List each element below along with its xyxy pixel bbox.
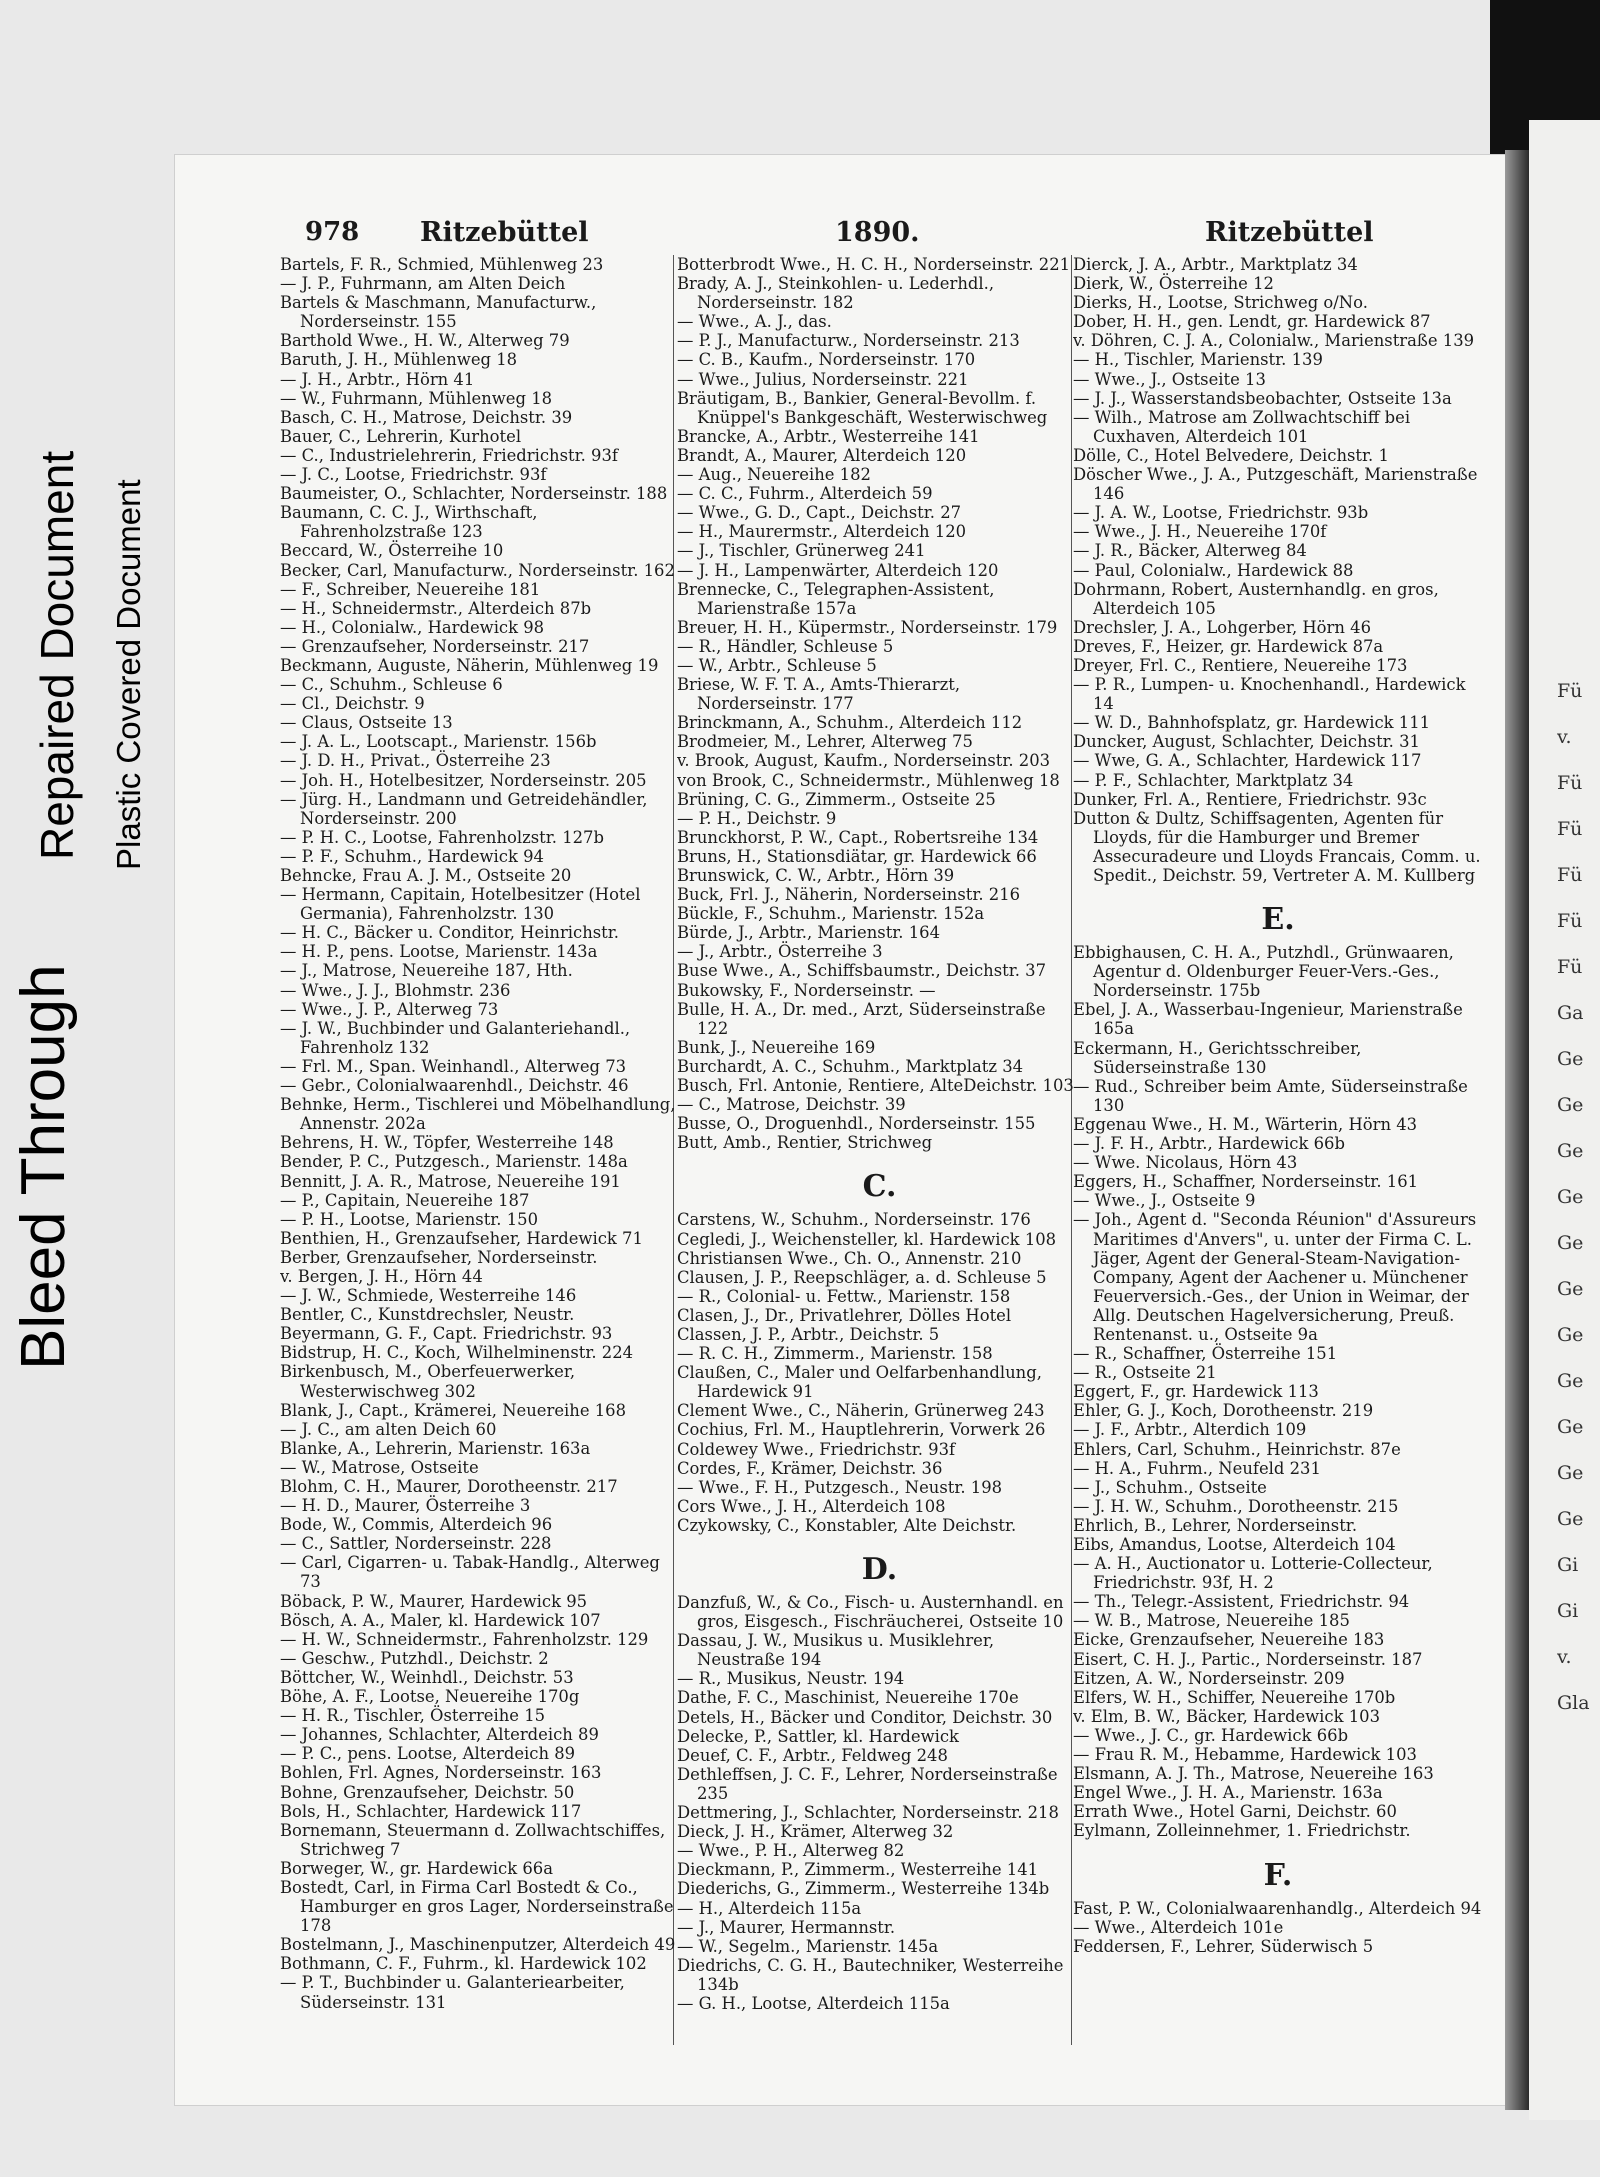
directory-entry: — Wwe., J., Ostseite 13 <box>1073 369 1266 389</box>
directory-entry: Eitzen, A. W., Norderseinstr. 209 <box>1073 1668 1345 1688</box>
directory-entry: Bukowsky, F., Norderseinstr. — <box>677 980 936 1000</box>
directory-entry: — W. B., Matrose, Neuereihe 185 <box>1073 1611 1350 1631</box>
running-title-right: Ritzebüttel <box>1205 217 1374 248</box>
directory-entry: Barthold Wwe., H. W., Alterweg 79 <box>280 331 570 351</box>
scanned-page <box>175 155 1505 2105</box>
directory-entry: Classen, J. P., Arbtr., Deichstr. 5 <box>677 1324 940 1344</box>
directory-entry: Dierk, W., Österreihe 12 <box>1073 274 1274 294</box>
facing-page-text: Gla <box>1557 1692 1590 1714</box>
label-bleed-through: Bleed Through <box>9 964 78 1370</box>
directory-entry: — Wwe., G. D., Capt., Deichstr. 27 <box>677 503 962 523</box>
directory-entry: Eicke, Grenzaufseher, Neuereihe 183 <box>1073 1630 1385 1650</box>
directory-entry: — Grenzaufseher, Norderseinstr. 217 <box>280 636 590 656</box>
directory-entry: — P. F., Schlachter, Marktplatz 34 <box>1073 770 1354 790</box>
directory-entry: Botterbrodt Wwe., H. C. H., Norderseinstr. 221 <box>677 255 1071 274</box>
directory-entry: Böhe, A. F., Lootse, Neuereihe 170g <box>280 1687 580 1707</box>
directory-entry: — J. R., Bäcker, Alterweg 84 <box>1073 541 1307 561</box>
directory-entry: — Joh. H., Hotelbesitzer, Norderseinstr. 205 <box>280 770 647 790</box>
directory-entry: — J. F., Arbtr., Alterdich 109 <box>1073 1420 1307 1440</box>
directory-entry: Bostedt, Carl, in Firma Carl Bostedt & Co., Hamburger en gros Lager, Norderseinstraße 178 <box>280 1877 674 1936</box>
directory-entry: — C., Industrielehrerin, Friedrichstr. 93f <box>280 445 618 465</box>
directory-entry: — F., Schreiber, Neuereihe 181 <box>280 579 541 599</box>
directory-entry: Dathe, F. C., Maschinist, Neuereihe 170e <box>677 1688 1019 1708</box>
directory-entry: Dierks, H., Lootse, Strichweg o/No. <box>1073 293 1368 313</box>
directory-column-3 <box>1073 255 1483 2095</box>
directory-entry: Eggers, H., Schaffner, Norderseinstr. 161 <box>1073 1172 1419 1192</box>
directory-entry: Bornemann, Steuermann d. Zollwachtschiffes, Strichweg 7 <box>280 1820 666 1859</box>
facing-page-text: Fü <box>1557 910 1583 932</box>
directory-entry: Busse, O., Droguenhdl., Norderseinstr. 155 <box>677 1114 1036 1134</box>
directory-entry: — H., Colonialw., Hardewick 98 <box>280 617 545 637</box>
directory-entry: — Geschw., Putzhdl., Deichstr. 2 <box>280 1648 549 1668</box>
directory-entry: Claußen, C., Maler und Oelfarbenhandlung, Hardewick 91 <box>677 1363 1042 1402</box>
directory-entry: — Wwe., Julius, Norderseinstr. 221 <box>677 369 969 389</box>
directory-entry: — Wwe. Nicolaus, Hörn 43 <box>1073 1153 1298 1173</box>
directory-entry: Behnke, Herm., Tischlerei und Möbelhandlung, Annenstr. 202a <box>280 1095 676 1134</box>
directory-entry: — W., Matrose, Ostseite <box>280 1457 479 1477</box>
facing-page-text: Ge <box>1557 1416 1584 1438</box>
directory-entry: — Wwe., J., Ostseite 9 <box>1073 1191 1256 1211</box>
directory-entry: Bohne, Grenzaufseher, Deichstr. 50 <box>280 1782 575 1802</box>
directory-entry: Berber, Grenzaufseher, Norderseinstr. <box>280 1247 598 1267</box>
directory-entry: Dutton & Dultz, Schiffsagenten, Agenten für Lloyds, für die Hamburger und Bremer Assecuradeure und Lloyds Francais, Comm. u. Spedit., Deichstr. 59, Vertreter A. M. Kullberg <box>1073 808 1481 885</box>
directory-entry: — Wwe, G. A., Schlachter, Hardewick 117 <box>1073 751 1422 771</box>
directory-entry: — C., Sattler, Norderseinstr. 228 <box>280 1534 552 1554</box>
directory-entry: — J. H., Arbtr., Hörn 41 <box>280 369 475 389</box>
section-letter: F. <box>1263 1857 1293 1893</box>
directory-entry: — P. T., Buchbinder u. Galanteriearbeiter, Süderseinstr. 131 <box>280 1973 625 2012</box>
directory-entry: — C. B., Kaufm., Norderseinstr. 170 <box>677 350 976 370</box>
directory-entry: Baumeister, O., Schlachter, Norderseinstr. 188 <box>280 484 668 504</box>
directory-entry: Brunckhorst, P. W., Capt., Robertsreihe 134 <box>677 827 1039 847</box>
directory-entry: Becker, Carl, Manufacturw., Norderseinstr. 162 <box>280 560 675 580</box>
directory-entry: — Wwe., P. H., Alterweg 82 <box>677 1841 905 1861</box>
directory-entry: — W., Segelm., Marienstr. 145a <box>677 1936 939 1956</box>
directory-entry: Beccard, W., Österreihe 10 <box>280 541 504 561</box>
directory-entry: Bohlen, Frl. Agnes, Norderseinstr. 163 <box>280 1763 602 1783</box>
directory-entry: — J. A. W., Lootse, Friedrichstr. 93b <box>1073 503 1369 523</box>
directory-entry: — A. H., Auctionator u. Lotterie-Collecteur, Friedrichstr. 93f, H. 2 <box>1073 1554 1433 1593</box>
directory-entry: Dreves, F., Heizer, gr. Hardewick 87a <box>1073 636 1384 656</box>
directory-entry: — H., Tischler, Marienstr. 139 <box>1073 350 1323 370</box>
facing-page-text: Ge <box>1557 1186 1584 1208</box>
directory-entry: Engel Wwe., J. H. A., Marienstr. 163a <box>1073 1783 1383 1803</box>
facing-page-text: Ge <box>1557 1324 1584 1346</box>
directory-entry: Elfers, W. H., Schiffer, Neuereihe 170b <box>1073 1687 1396 1707</box>
directory-entry: — J. H. W., Schuhm., Dorotheenstr. 215 <box>1073 1496 1399 1516</box>
directory-entry: — P., Capitain, Neuereihe 187 <box>280 1190 530 1210</box>
directory-entry: Dethleffsen, J. C. F., Lehrer, Norderseinstraße 235 <box>677 1764 1058 1803</box>
directory-entry: — J., Arbtr., Österreihe 3 <box>677 942 883 962</box>
directory-entry: — J. W., Schmiede, Westerreihe 146 <box>280 1286 577 1306</box>
directory-entry: — J., Tischler, Grünerweg 241 <box>677 541 926 561</box>
directory-entry: Dieckmann, P., Zimmerm., Westerreihe 141 <box>677 1860 1039 1880</box>
directory-entry: — R., Ostseite 21 <box>1073 1363 1217 1383</box>
facing-page-text: Fü <box>1557 864 1583 886</box>
directory-entry: — H. P., pens. Lootse, Marienstr. 143a <box>280 942 598 962</box>
section-letter: E. <box>1261 902 1295 938</box>
directory-entry: — R., Schaffner, Österreihe 151 <box>1073 1344 1338 1364</box>
directory-entry: v. Brook, August, Kaufm., Norderseinstr. 203 <box>677 751 1051 771</box>
directory-entry: Diedrichs, C. G. H., Bautechniker, Westerreihe 134b <box>677 1955 1064 1994</box>
page-header <box>175 217 1505 251</box>
directory-entry: — J. C., Lootse, Friedrichstr. 93f <box>280 465 547 485</box>
directory-entry: — P. H., Lootse, Marienstr. 150 <box>280 1209 539 1229</box>
directory-entry: von Brook, C., Schneidermstr., Mühlenweg 18 <box>677 770 1060 790</box>
directory-entry: Bennitt, J. A. R., Matrose, Neuereihe 191 <box>280 1171 621 1191</box>
directory-entry: — Wwe., A. J., das. <box>677 312 832 332</box>
section-letter: C. <box>862 1169 897 1205</box>
directory-entry: — P. H. C., Lootse, Fahrenholzstr. 127b <box>280 827 604 847</box>
facing-page-text: Gi <box>1557 1554 1579 1576</box>
directory-entry: — J. P., Fuhrmann, am Alten Deich <box>280 274 566 294</box>
directory-entry: — W. D., Bahnhofsplatz, gr. Hardewick 111 <box>1073 713 1431 733</box>
directory-entry: — Hermann, Capitain, Hotelbesitzer (Hotel Germania), Fahrenholzstr. 130 <box>280 885 641 924</box>
directory-entry: Basch, C. H., Matrose, Deichstr. 39 <box>280 407 573 427</box>
facing-page-text: Ge <box>1557 1048 1584 1070</box>
running-title-left: Ritzebüttel <box>420 217 589 248</box>
directory-entry: Ehrlich, B., Lehrer, Norderseinstr. <box>1073 1515 1358 1535</box>
facing-page-text: Ge <box>1557 1462 1584 1484</box>
directory-entry: — C. C., Fuhrm., Alterdeich 59 <box>677 484 933 504</box>
directory-entry: Butt, Amb., Rentier, Strichweg <box>677 1133 933 1153</box>
directory-entry: — C., Matrose, Deichstr. 39 <box>677 1095 906 1115</box>
directory-entry: Baruth, J. H., Mühlenweg 18 <box>280 350 518 370</box>
directory-entry: Brandt, A., Maurer, Alterdeich 120 <box>677 445 967 465</box>
directory-entry: Dohrmann, Robert, Austernhandlg. en gros, Alterdeich 105 <box>1073 579 1439 618</box>
directory-entry: Behncke, Frau A. J. M., Ostseite 20 <box>280 866 572 885</box>
directory-entry: — H. R., Tischler, Österreihe 15 <box>280 1706 546 1726</box>
directory-entry: Burchardt, A. C., Schuhm., Marktplatz 34 <box>677 1056 1024 1076</box>
directory-entry: — J. W., Buchbinder und Galanteriehandl., Fahrenholz 132 <box>280 1018 631 1057</box>
directory-entry: Eisert, C. H. J., Partic., Norderseinstr. 187 <box>1073 1649 1423 1669</box>
directory-entry: — Aug., Neuereihe 182 <box>677 465 871 485</box>
directory-entry: — W., Arbtr., Schleuse 5 <box>677 655 877 675</box>
label-repaired-document: Repaired Document <box>31 450 83 860</box>
directory-entry: Eibs, Amandus, Lootse, Alterdeich 104 <box>1073 1535 1396 1554</box>
directory-entry: — J. A. L., Lootscapt., Marienstr. 156b <box>280 732 597 752</box>
directory-entry: Bunk, J., Neuereihe 169 <box>677 1037 876 1057</box>
directory-entry: Bauer, C., Lehrerin, Kurhotel <box>280 426 522 446</box>
label-plastic-covered: Plastic Covered Document <box>110 479 147 870</box>
directory-entry: Bräutigam, B., Bankier, General-Bevollm. f. Knüppel's Bankgeschäft, Westerwischweg <box>677 388 1048 427</box>
directory-column-1 <box>280 255 685 2095</box>
directory-entry: v. Elm, B. W., Bäcker, Hardewick 103 <box>1073 1706 1381 1726</box>
directory-entry: — R., Colonial- u. Fettw., Marienstr. 158 <box>677 1286 1011 1306</box>
directory-entry: Breuer, H. H., Küpermstr., Norderseinstr. 179 <box>677 617 1058 637</box>
directory-entry: Behrens, H. W., Töpfer, Westerreihe 148 <box>280 1133 614 1153</box>
facing-page-text: Fü <box>1557 680 1583 702</box>
margin-labels <box>0 0 175 2177</box>
directory-entry: — Th., Telegr.-Assistent, Friedrichstr. 94 <box>1073 1592 1410 1612</box>
directory-entry: Dassau, J. W., Musikus u. Musiklehrer, Neustraße 194 <box>677 1631 995 1670</box>
directory-entry: Ehler, G. J., Koch, Dorotheenstr. 219 <box>1073 1401 1374 1421</box>
directory-entry: Buse Wwe., A., Schiffsbaumstr., Deichstr. 37 <box>677 961 1047 981</box>
directory-entry: Borweger, W., gr. Hardewick 66a <box>280 1858 553 1878</box>
directory-entry: Bostelmann, J., Maschinenputzer, Alterdeich 49 <box>280 1935 676 1955</box>
directory-entry: Blank, J., Capt., Krämerei, Neuereihe 168 <box>280 1400 627 1420</box>
directory-entry: Deuef, C. F., Arbtr., Feldweg 248 <box>677 1745 948 1765</box>
facing-page-text: Gi <box>1557 1600 1579 1622</box>
directory-entry: Drechsler, J. A., Lohgerber, Hörn 46 <box>1073 617 1372 637</box>
directory-entry: Feddersen, F., Lehrer, Süderwisch 5 <box>1073 1936 1374 1956</box>
directory-entry: — Jürg. H., Landmann und Getreidehändler, Norderseinstr. 200 <box>280 789 648 828</box>
directory-column-2 <box>677 255 1082 2095</box>
directory-entry: — R. C. H., Zimmerm., Marienstr. 158 <box>677 1344 993 1364</box>
directory-entry: Böback, P. W., Maurer, Hardewick 95 <box>280 1591 588 1611</box>
directory-entry: Bösch, A. A., Maler, kl. Hardewick 107 <box>280 1610 601 1630</box>
directory-entry: Baumann, C. C. J., Wirthschaft, Fahrenholzstraße 123 <box>280 503 538 542</box>
directory-entry: — H., Alterdeich 115a <box>677 1898 862 1918</box>
directory-entry: Clasen, J., Dr., Privatlehrer, Dölles Hotel <box>677 1305 1012 1325</box>
directory-entry: — H., Schneidermstr., Alterdeich 87b <box>280 598 592 618</box>
directory-entry: — H. A., Fuhrm., Neufeld 231 <box>1073 1458 1321 1478</box>
directory-entry: Eggenau Wwe., H. M., Wärterin, Hörn 43 <box>1073 1114 1418 1134</box>
directory-entry: Bürde, J., Arbtr., Marienstr. 164 <box>677 923 941 943</box>
directory-entry: — H. C., Bäcker u. Conditor, Heinrichstr. <box>280 923 620 943</box>
directory-entry: Clausen, J. P., Reepschläger, a. d. Schleuse 5 <box>677 1267 1047 1287</box>
directory-entry: Delecke, P., Sattler, kl. Hardewick <box>677 1726 959 1746</box>
directory-entry: — P. J., Manufacturw., Norderseinstr. 213 <box>677 331 1020 351</box>
directory-entry: Dreyer, Frl. C., Rentiere, Neuereihe 173 <box>1073 655 1408 675</box>
section-letter: D. <box>861 1552 898 1587</box>
directory-entry: Dieck, J. H., Krämer, Alterweg 32 <box>677 1822 954 1842</box>
directory-entry: Dölle, C., Hotel Belvedere, Deichstr. 1 <box>1073 445 1389 465</box>
directory-entry: — Paul, Colonialw., Hardewick 88 <box>1073 560 1354 580</box>
directory-entry: Beyermann, G. F., Capt. Friedrichstr. 93 <box>280 1324 613 1344</box>
directory-entry: — P. R., Lumpen- u. Knochenhandl., Hardewick 14 <box>1073 675 1466 714</box>
directory-entry: Böttcher, W., Weinhdl., Deichstr. 53 <box>280 1667 574 1687</box>
directory-entry: Bode, W., Commis, Alterdeich 96 <box>280 1515 553 1535</box>
directory-entry: Bruns, H., Stationsdiätar, gr. Hardewick 66 <box>677 846 1037 866</box>
directory-entry: — J., Maurer, Hermannstr. <box>677 1917 896 1937</box>
directory-entry: — W., Fuhrmann, Mühlenweg 18 <box>280 388 553 408</box>
directory-entry: — Carl, Cigarren- u. Tabak-Handlg., Alterweg 73 <box>280 1553 660 1592</box>
directory-entry: — P. C., pens. Lootse, Alterdeich 89 <box>280 1744 576 1764</box>
directory-entry: v. Döhren, C. J. A., Colonialw., Marienstraße 139 <box>1073 331 1475 351</box>
facing-page-text: Ge <box>1557 1140 1584 1162</box>
directory-entry: — Wwe., J. H., Neuereihe 170f <box>1073 522 1327 542</box>
directory-entry: Cochius, Frl. M., Hauptlehrerin, Vorwerk 26 <box>677 1420 1046 1440</box>
directory-entry: — H. D., Maurer, Österreihe 3 <box>280 1496 531 1516</box>
directory-entry: — Wwe., Alterdeich 101e <box>1073 1917 1284 1937</box>
directory-entry: Busch, Frl. Antonie, Rentiere, AlteDeichstr. 103 <box>677 1076 1074 1096</box>
directory-entry: — J. D. H., Privat., Österreihe 23 <box>280 751 551 771</box>
facing-page-text: Ge <box>1557 1370 1584 1392</box>
directory-entry: Blohm, C. H., Maurer, Dorotheenstr. 217 <box>280 1477 618 1496</box>
directory-entry: Bothmann, C. F., Fuhrm., kl. Hardewick 102 <box>280 1954 647 1974</box>
directory-entry: Blanke, A., Lehrerin, Marienstr. 163a <box>280 1438 591 1458</box>
directory-entry: Briese, W. F. T. A., Amts-Thierarzt, Norderseinstr. 177 <box>677 675 961 714</box>
directory-entry: — R., Musikus, Neustr. 194 <box>677 1669 905 1689</box>
directory-entry: — J. J., Wasserstandsbeobachter, Ostseite 13a <box>1073 388 1452 408</box>
page-number: 978 <box>305 217 360 247</box>
directory-entry: Czykowsky, C., Konstabler, Alte Deichstr. <box>677 1515 1017 1535</box>
directory-entry: — J., Matrose, Neuereihe 187, Hth. <box>280 961 573 981</box>
directory-entry: Dober, H. H., gen. Lendt, gr. Hardewick 87 <box>1073 312 1431 332</box>
directory-entry: — P. H., Deichstr. 9 <box>677 808 837 828</box>
directory-entry: Cordes, F., Krämer, Deichstr. 36 <box>677 1458 943 1478</box>
directory-entry: Beckmann, Auguste, Näherin, Mühlenweg 19 <box>280 655 659 675</box>
directory-entry: v. Bergen, J. H., Hörn 44 <box>280 1266 483 1286</box>
directory-entry: Bartels, F. R., Schmied, Mühlenweg 23 <box>280 255 604 274</box>
directory-entry: Cors Wwe., J. H., Alterdeich 108 <box>677 1496 946 1516</box>
directory-entry: — G. H., Lootse, Alterdeich 115a <box>677 1993 950 2013</box>
directory-entry: Dierck, J. A., Arbtr., Marktplatz 34 <box>1073 255 1358 274</box>
directory-entry: Brodmeier, M., Lehrer, Alterweg 75 <box>677 732 973 752</box>
directory-entry: — Wwe., J. J., Blohmstr. 236 <box>280 980 511 1000</box>
directory-entry: Bender, P. C., Putzgesch., Marienstr. 148a <box>280 1152 628 1172</box>
facing-page-text: Fü <box>1557 956 1583 978</box>
directory-entry: Dunker, Frl. A., Rentiere, Friedrichstr. 93c <box>1073 789 1427 809</box>
directory-entry: — Gebr., Colonialwaarenhdl., Deichstr. 46 <box>280 1076 629 1096</box>
directory-entry: Fast, P. W., Colonialwaarenhandlg., Alterdeich 94 <box>1073 1898 1482 1918</box>
directory-entry: — Joh., Agent d. "Seconda Réunion" d'Assureurs Maritimes d'Anvers", u. unter der Firma C. L. Jäger, Agent der General-Steam-Navigation-Company, Agent der Aachener u. Münchener Feuerversich.-Ges., der Union in Weimar, der Allg. Deutschen Hagelversicherung, Preuß. Rentenanst. u., Ostseite 9a <box>1073 1210 1477 1344</box>
facing-page-text: Fü <box>1557 818 1583 840</box>
facing-page-text: Ga <box>1557 1002 1584 1024</box>
directory-entry: Brüning, C. G., Zimmerm., Ostseite 25 <box>677 789 996 809</box>
directory-entry: — C., Schuhm., Schleuse 6 <box>280 675 503 695</box>
directory-entry: Danzfuß, W., & Co., Fisch- u. Austernhandl. en gros, Eisgesch., Fischräucherei, Ostseite 10 <box>677 1593 1064 1632</box>
directory-entry: — R., Händler, Schleuse 5 <box>677 636 894 656</box>
directory-entry: — Frau R. M., Hebamme, Hardewick 103 <box>1073 1745 1417 1765</box>
directory-entry: Clement Wwe., C., Näherin, Grünerweg 243 <box>677 1401 1045 1421</box>
directory-entry: — Rud., Schreiber beim Amte, Süderseinstraße 130 <box>1073 1076 1468 1115</box>
directory-entry: Cegledi, J., Weichensteller, kl. Hardewick 108 <box>677 1229 1057 1249</box>
directory-entry: Bidstrup, H. C., Koch, Wilhelminenstr. 224 <box>280 1343 634 1363</box>
directory-entry: — Wilh., Matrose am Zollwachtschiff bei Cuxhaven, Alterdeich 101 <box>1073 407 1411 446</box>
directory-entry: Ehlers, Carl, Schuhm., Heinrichstr. 87e <box>1073 1439 1401 1459</box>
directory-entry: Birkenbusch, M., Oberfeuerwerker, Westerwischweg 302 <box>280 1362 576 1401</box>
directory-entry: — Frl. M., Span. Weinhandl., Alterweg 73 <box>280 1056 627 1076</box>
directory-entry: — H., Maurermstr., Alterdeich 120 <box>677 522 967 542</box>
facing-page-text: Fü <box>1557 772 1583 794</box>
facing-page-fragment <box>1529 120 1600 2120</box>
directory-entry: — H. W., Schneidermstr., Fahrenholzstr. 129 <box>280 1629 649 1649</box>
directory-entry: Carstens, W., Schuhm., Norderseinstr. 176 <box>677 1210 1031 1230</box>
facing-page-text: Ge <box>1557 1278 1584 1300</box>
directory-entry: Bulle, H. A., Dr. med., Arzt, Süderseinstraße 122 <box>677 999 1046 1038</box>
directory-entry: Eylmann, Zolleinnehmer, 1. Friedrichstr. <box>1073 1821 1411 1841</box>
directory-entry: — J. H., Lampenwärter, Alterdeich 120 <box>677 560 999 580</box>
directory-entry: Dettmering, J., Schlachter, Norderseinstr. 218 <box>677 1803 1059 1823</box>
directory-entry: — Wwe., J. C., gr. Hardewick 66b <box>1073 1725 1349 1745</box>
directory-entry: Eggert, F., gr. Hardewick 113 <box>1073 1382 1319 1402</box>
directory-entry: Errath Wwe., Hotel Garni, Deichstr. 60 <box>1073 1802 1397 1822</box>
directory-entry: Brennecke, C., Telegraphen-Assistent, Marienstraße 157a <box>677 579 995 618</box>
directory-entry: Elsmann, A. J. Th., Matrose, Neuereihe 163 <box>1073 1764 1434 1784</box>
directory-entry: Ebbighausen, C. H. A., Putzhdl., Grünwaaren, Agentur d. Oldenburger Feuer-Vers.-Ges., Norderseinstr. 175b <box>1073 943 1454 1001</box>
directory-entry: Brinckmann, A., Schuhm., Alterdeich 112 <box>677 713 1023 733</box>
directory-entry: — J. F. H., Arbtr., Hardewick 66b <box>1073 1134 1345 1154</box>
directory-entry: Coldewey Wwe., Friedrichstr. 93f <box>677 1439 956 1459</box>
directory-entry: Bartels & Maschmann, Manufacturw., Norderseinstr. 155 <box>280 293 597 332</box>
directory-entry: Christiansen Wwe., Ch. O., Annenstr. 210 <box>677 1248 1022 1268</box>
binding-shadow <box>1505 150 1529 2110</box>
facing-page-text: v. <box>1557 726 1572 748</box>
directory-entry: Buck, Frl. J., Näherin, Norderseinstr. 216 <box>677 885 1021 905</box>
facing-page-text: Ge <box>1557 1094 1584 1116</box>
directory-entry: Bentler, C., Kunstdrechsler, Neustr. <box>280 1305 575 1325</box>
directory-entry: Eckermann, H., Gerichtsschreiber, Süderseinstraße 130 <box>1073 1038 1362 1077</box>
directory-entry: Brancke, A., Arbtr., Westerreihe 141 <box>677 426 980 446</box>
directory-entry: Benthien, H., Grenzaufseher, Hardewick 71 <box>280 1228 643 1248</box>
directory-entry: Ebel, J. A., Wasserbau-Ingenieur, Marienstraße 165a <box>1073 1000 1463 1039</box>
directory-entry: — P. F., Schuhm., Hardewick 94 <box>280 846 544 866</box>
directory-entry: Detels, H., Bäcker und Conditor, Deichstr. 30 <box>677 1707 1053 1727</box>
directory-entry: Bols, H., Schlachter, Hardewick 117 <box>280 1801 582 1821</box>
facing-page-text: v. <box>1557 1646 1572 1668</box>
directory-entry: Bückle, F., Schuhm., Marienstr. 152a <box>677 904 985 924</box>
directory-entry: — Wwe., F. H., Putzgesch., Neustr. 198 <box>677 1477 1003 1497</box>
directory-entry: — J., Schuhm., Ostseite <box>1073 1477 1267 1497</box>
directory-entry: Duncker, August, Schlachter, Deichstr. 31 <box>1073 732 1420 752</box>
facing-page-text: Ge <box>1557 1508 1584 1530</box>
directory-entry: — Cl., Deichstr. 9 <box>280 694 425 714</box>
directory-entry: — Wwe., J. P., Alterweg 73 <box>280 999 499 1019</box>
page-year: 1890. <box>835 217 920 248</box>
directory-entry: Brady, A. J., Steinkohlen- u. Lederhdl., Norderseinstr. 182 <box>677 274 995 313</box>
directory-entry: Döscher Wwe., J. A., Putzgeschäft, Marienstraße 146 <box>1073 465 1478 504</box>
facing-page-text: Ge <box>1557 1232 1584 1254</box>
directory-entry: — J. C., am alten Deich 60 <box>280 1419 497 1439</box>
directory-entry: — Johannes, Schlachter, Alterdeich 89 <box>280 1725 599 1745</box>
directory-entry: Brunswick, C. W., Arbtr., Hörn 39 <box>677 866 955 885</box>
directory-entry: Diederichs, G., Zimmerm., Westerreihe 134b <box>677 1879 1050 1899</box>
directory-entry: — Claus, Ostseite 13 <box>280 713 453 733</box>
